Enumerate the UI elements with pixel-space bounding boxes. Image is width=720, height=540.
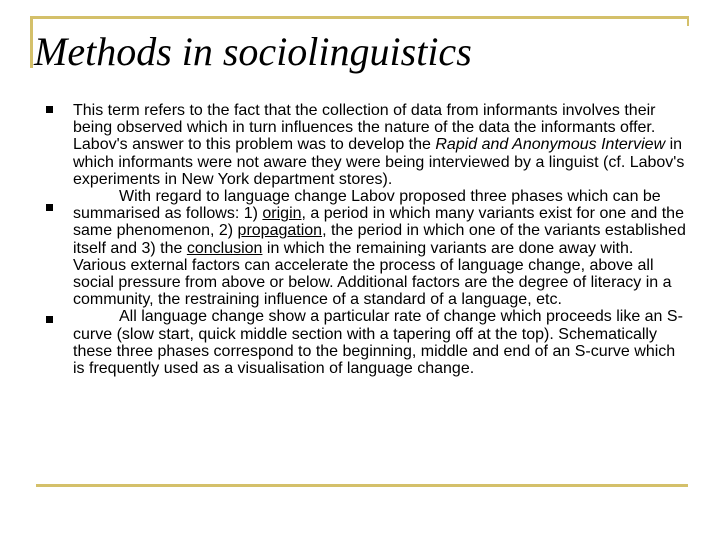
- title-frame-right-tick: [687, 16, 689, 26]
- square-bullet-icon: [46, 316, 53, 323]
- bullet-item: [46, 188, 686, 308]
- title-frame-top-line: [30, 16, 688, 19]
- square-bullet-icon: [46, 106, 53, 113]
- square-bullet-icon: [46, 204, 53, 211]
- term-origin: origin: [262, 205, 302, 223]
- term-propagation: propagation: [237, 222, 323, 240]
- bullet-2-text-c: , the period in which one of the variants established itself and 3) the: [73, 222, 686, 257]
- bullet-2-text-a: With regard to language change Labov proposed three phases which can be summarised as follows: 1): [73, 188, 661, 223]
- bullet-3-text: All language change show a particular rate of change which proceeds like an S-curve (slow start, quick middle section with a tapering off at the top). Schematically these three phases correspond to the beginning, middle and end of an S-curve which is frequently used as a visualisation of language change.: [73, 308, 683, 378]
- bullet-1-italic-term: Rapid and Anonymous Interview: [435, 136, 666, 154]
- bullet-2-text-d: in which the remaining variants are done away with. Various external factors can accelerate the process of language change, above all social pressure from above or below. Additional factors are the degree of literacy in a community, the restraining influence of a standard of a language, etc.: [73, 239, 672, 309]
- bottom-divider: [36, 484, 688, 487]
- slide-title: Methods in sociolinguistics: [34, 29, 472, 74]
- bullet-list: [46, 102, 686, 377]
- bullet-item: [46, 102, 686, 188]
- bullet-item: [46, 308, 686, 377]
- title-frame-left-line: [30, 18, 33, 68]
- bullet-1-text-a: This term refers to the fact that the collection of data from informants involves their being observed which in turn influences the nature of the data the informants offer. Labov's answer to this problem was to develop the: [73, 102, 656, 154]
- bullet-1-text-b: in which informants were not aware they were being interviewed by a linguist (cf. Labov's experiments in New York department stores).: [73, 136, 685, 188]
- term-conclusion: conclusion: [186, 239, 263, 257]
- bullet-2-text-b: , a period in which many variants exist for one and the same phenomenon, 2): [73, 205, 684, 240]
